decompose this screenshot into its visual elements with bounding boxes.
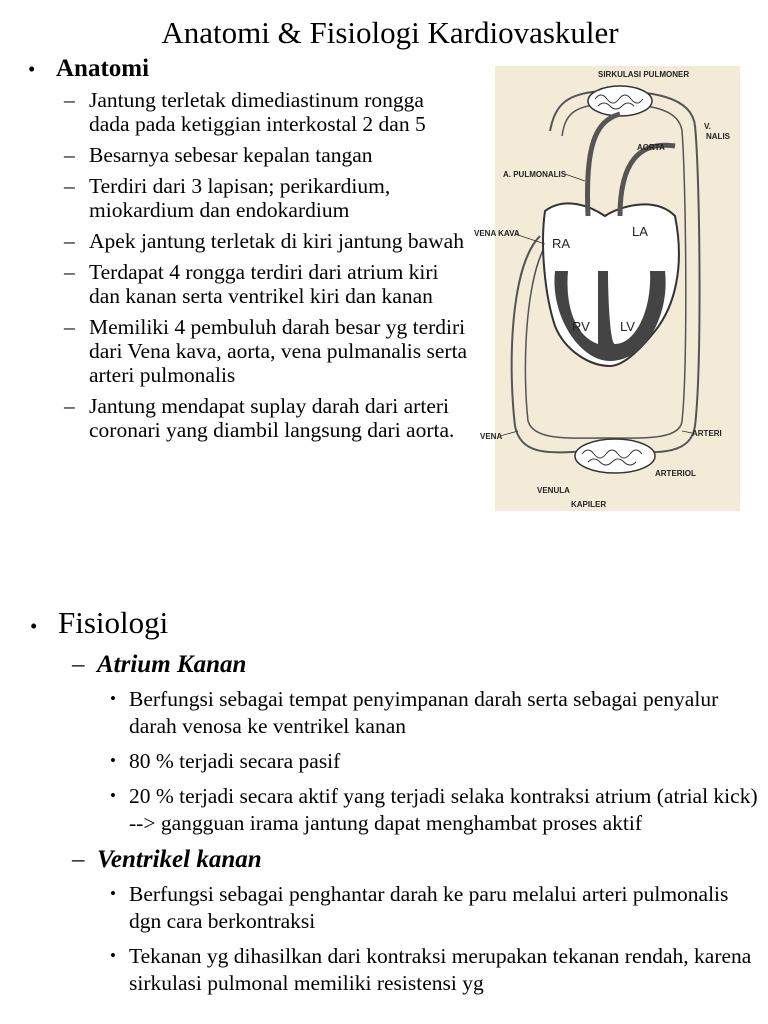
- ventrikel-kanan-list: [110, 881, 760, 997]
- circulation-diagram: [470, 66, 740, 516]
- label-aorta: AORTA: [637, 143, 665, 152]
- label-la: LA: [632, 224, 648, 239]
- list-item: • 80 % terjadi secara pasif: [110, 749, 341, 773]
- list-item: • 20 % terjadi secara aktif yang terjadi selaka kontraksi atrium (atrial kick) --> gangguan irama jantung dapat menghambat proses aktif: [110, 784, 758, 835]
- anatomi-heading: Anatomi: [56, 55, 150, 82]
- page-title: Anatomi & Fisiologi Kardiovaskuler: [161, 15, 619, 50]
- anatomi-item: – Besarnya sebesar kepalan tangan: [64, 143, 373, 167]
- label-a-pulmonalis: A. PULMONALIS: [503, 170, 567, 179]
- anatomi-item: – Jantung terletak dimediastinum rongga dada pada ketiggian interkostal 2 dan 5: [64, 88, 426, 136]
- anatomi-item: – Jantung mendapat suplay darah dari arteri coronari yang diambil langsung dari aorta.: [64, 394, 455, 442]
- bullet-icon: •: [28, 57, 36, 81]
- label-vena-kava: VENA KAVA: [474, 229, 520, 238]
- label-nalis: NALIS: [706, 132, 730, 141]
- anatomi-heading-row: [28, 54, 468, 84]
- label-arteri: ARTERI: [692, 429, 722, 438]
- fisiologi-heading-row: [30, 604, 760, 642]
- label-vena: VENA: [480, 432, 503, 441]
- label-v: V.: [704, 122, 711, 131]
- subsection-heading: – Atrium Kanan: [72, 651, 247, 678]
- atrium-kanan-list: [110, 686, 760, 837]
- label-kapiler: KAPILER: [571, 500, 607, 509]
- label-ra: RA: [552, 236, 571, 251]
- subsection-heading: – Ventrikel kanan: [72, 846, 262, 873]
- anatomi-item: – Terdiri dari 3 lapisan; perikardium, miokardium dan endokardium: [64, 174, 391, 222]
- fisiologi-section: [30, 604, 760, 1005]
- pulmonary-capillaries: [588, 86, 652, 116]
- anatomi-list: [64, 88, 468, 442]
- anatomi-section: [28, 54, 468, 449]
- list-item: • Berfungsi sebagai tempat penyimpanan darah serta sebagai penyalur darah venosa ke ventrikel kanan: [110, 687, 719, 738]
- bullet-icon: •: [30, 614, 38, 638]
- anatomi-item: – Memiliki 4 pembuluh darah besar yg terdiri dari Vena kava, aorta, vena pulmanalis serta arteri pulmonalis: [64, 315, 468, 387]
- label-arteriol: ARTERIOL: [655, 469, 696, 478]
- fisiologi-heading: Fisiologi: [58, 605, 169, 640]
- anatomi-item: – Terdapat 4 rongga terdiri dari atrium kiri dan kanan serta ventrikel kiri dan kanan: [64, 260, 439, 308]
- label-rv: RV: [572, 319, 590, 334]
- systemic-capillaries: [575, 439, 655, 473]
- list-item: • Tekanan yg dihasilkan dari kontraksi merupakan tekanan rendah, karena sirkulasi pulmonal memiliki resistensi yg: [110, 944, 752, 995]
- label-sirkulasi: SIRKULASI PULMONER: [598, 70, 690, 79]
- anatomi-item: – Apek jantung terletak di kiri jantung bawah: [64, 229, 464, 253]
- list-item: • Berfungsi sebagai penghantar darah ke paru melalui arteri pulmonalis dgn cara berkontraksi: [110, 882, 729, 933]
- label-venula: VENULA: [537, 486, 570, 495]
- label-lv: LV: [620, 319, 635, 334]
